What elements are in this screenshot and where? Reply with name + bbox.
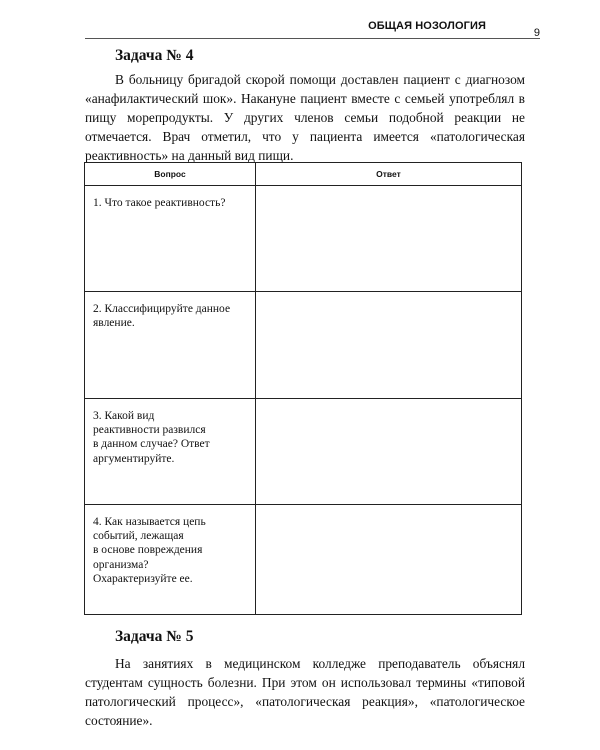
column-header-answer: Ответ bbox=[256, 163, 522, 186]
question-cell bbox=[85, 186, 256, 292]
table-header-row bbox=[85, 163, 522, 186]
task-4-title: Задача № 4 bbox=[115, 47, 194, 64]
question-cell bbox=[85, 505, 256, 615]
answer-cell[interactable] bbox=[256, 292, 522, 399]
task-5-text: На занятиях в медицинском колледже преподаватель объяснял студентам сущность болезни. При этом он использовал термины «типовой патологический процесс», «патологическая реакция», «патологическое состояние». bbox=[85, 656, 525, 728]
question-text: 1. Что такое реактивность? bbox=[93, 197, 226, 209]
question-text: 2. Классифицируйте данное явление. bbox=[93, 303, 231, 330]
question-cell bbox=[85, 292, 256, 399]
answer-cell[interactable] bbox=[256, 186, 522, 292]
running-header bbox=[85, 20, 540, 39]
section-title: ОБЩАЯ НОЗОЛОГИЯ bbox=[368, 20, 486, 32]
task-5-title: Задача № 5 bbox=[115, 628, 194, 645]
table-row bbox=[85, 186, 522, 292]
answer-cell[interactable] bbox=[256, 505, 522, 615]
table-row bbox=[85, 292, 522, 399]
answer-cell[interactable] bbox=[256, 399, 522, 505]
page-number: 9 bbox=[533, 27, 540, 39]
question-text: 4. Как называется цепь событий, лежащая в основе повреждения организма? Охарактеризуйте ее. bbox=[93, 516, 206, 585]
question-answer-table bbox=[84, 162, 522, 615]
task-4-text: В больницу бригадой скорой помощи доставлен пациент с диагнозом «анафилактический шок». Накануне пациент вместе с семьей употреблял в пищу морепродукты. У других членов семьи подобной реакции не отмечается. Врач отметил, что у пациента имеется «патологическая реактивность» на данный вид пищи. bbox=[85, 72, 525, 163]
table-row bbox=[85, 505, 522, 615]
question-text: 3. Какой вид реактивности развился в данном случае? Ответ аргументируйте. bbox=[93, 410, 210, 465]
column-header-question: Вопрос bbox=[85, 163, 256, 186]
table-row bbox=[85, 399, 522, 505]
question-cell bbox=[85, 399, 256, 505]
